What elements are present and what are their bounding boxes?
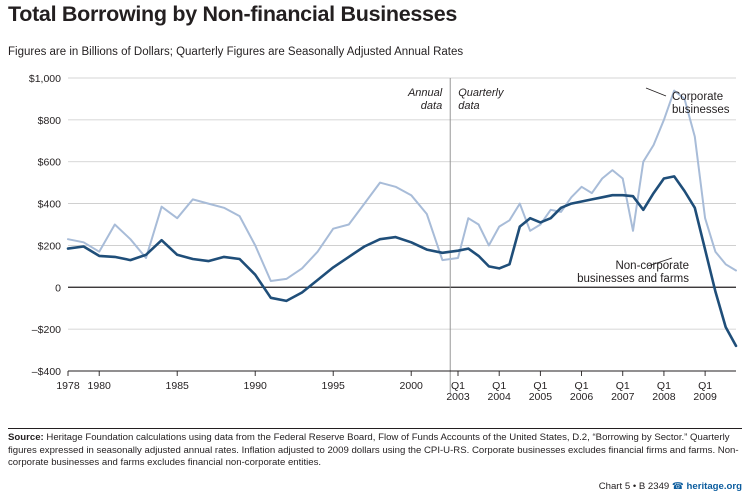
chart-annotation: businesses	[672, 104, 730, 116]
x-tick-label: Q1	[615, 380, 630, 392]
x-tick-label: Q1	[492, 380, 507, 392]
x-tick-label: Q1	[450, 380, 466, 392]
y-tick-label: $400	[37, 198, 61, 211]
x-tick-label: 2006	[569, 391, 594, 403]
y-tick-label: $800	[37, 114, 61, 127]
y-tick-label: $200	[37, 240, 61, 253]
x-tick-label: Q1	[698, 380, 713, 392]
x-tick-label: 2008	[652, 391, 676, 403]
x-tick-label: 2009	[693, 391, 717, 403]
x-tick-label: Q1	[533, 380, 548, 392]
x-tick-label: 1980	[87, 380, 111, 392]
telephone-icon: ☎	[671, 481, 684, 492]
source-text: Heritage Foundation calculations using data from the Federal Reserve Board, Flow of Funds Accounts of the United States, D.2, “Borrowing by Sector.” Quarterly figures expressed in seasonally adjusted annual rates. Inflation adjusted to 2009 dollars using the CPI-U-RS. Corporate businesses excludes financial firms and farms. Non-corporate businesses and farms excludes financial non-corporate entities.	[8, 432, 739, 469]
chart-annotation: data	[458, 100, 480, 112]
x-tick-label: 2003	[446, 391, 470, 403]
y-tick-label: –$400	[31, 366, 61, 378]
x-tick-label: 2005	[528, 391, 553, 403]
chart-annotation: Annual	[407, 87, 443, 99]
chart-annotation: data	[420, 100, 443, 112]
x-tick-label: 1985	[165, 380, 189, 392]
source-note	[8, 432, 742, 470]
chart-annotation: businesses and farms	[577, 273, 689, 285]
chart-annotation: Non-corporate	[615, 260, 689, 272]
y-tick-label: –$200	[31, 324, 61, 337]
chart-number-line	[599, 481, 742, 492]
x-tick-label: Q1	[656, 380, 671, 392]
y-tick-label: 0	[55, 282, 61, 295]
chart-canvas	[0, 66, 750, 426]
x-tick-label: Q1	[574, 380, 589, 392]
x-tick-label: 2007	[611, 391, 635, 403]
x-tick-label: 2000	[399, 380, 423, 392]
x-tick-label: 1990	[243, 380, 267, 392]
page-subtitle: Figures are in Billions of Dollars; Quarterly Figures are Seasonally Adjusted Annual Rates	[8, 46, 464, 58]
page-title: Total Borrowing by Non-financial Businesses	[8, 2, 458, 26]
x-tick-label: 1995	[321, 380, 345, 392]
leader-line-corporate	[646, 88, 666, 96]
x-tick-label: 2004	[487, 391, 511, 403]
chart-annotation: Corporate	[672, 91, 724, 103]
chart-number: Chart 5 • B 2349	[598, 481, 670, 492]
line-chart	[0, 66, 750, 426]
y-tick-label: $600	[37, 156, 61, 169]
x-tick-label: 1978	[56, 380, 80, 392]
footer-divider	[8, 428, 742, 429]
series-line-corporate	[68, 91, 736, 281]
brand-label: heritage.org	[686, 481, 742, 492]
source-label: Source:	[8, 432, 44, 443]
chart-annotation: Quarterly	[458, 87, 504, 99]
y-tick-label: $1,000	[28, 73, 61, 85]
